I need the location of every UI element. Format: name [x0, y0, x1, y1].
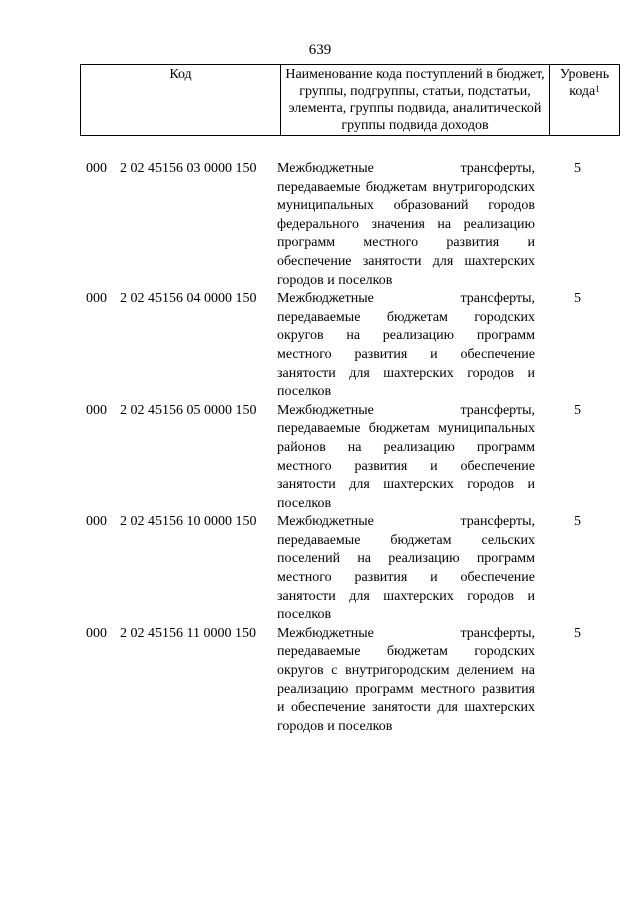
- row-name: Межбюджетные трансферты, передаваемые бюджетам муниципальных районов на реализацию программ местного развития и обеспечение занятости для шахтерских городов и поселков: [277, 402, 535, 511]
- table-row: [80, 160, 610, 290]
- row-admin-code: 000: [86, 402, 107, 418]
- row-admin-code: 000: [86, 291, 107, 307]
- row-name: Межбюджетные трансферты, передаваемые бюджетам городских округов на реализацию программ местного развития и обеспечение занятости для шахтерских городов и поселков: [277, 291, 535, 400]
- table-row: [80, 513, 610, 625]
- table-row: [80, 402, 610, 514]
- row-level: 5: [574, 625, 581, 641]
- header-level: [550, 65, 620, 136]
- row-name: Межбюджетные трансферты, передаваемые бюджетам сельских поселений на реализацию программ местного развития и обеспечение занятости для шахтерских городов и поселков: [277, 514, 535, 623]
- row-income-code: 2 02 45156 04 0000 150: [120, 291, 257, 307]
- row-income-code: 2 02 45156 10 0000 150: [120, 514, 257, 530]
- row-admin-code: 000: [86, 161, 107, 176]
- row-level: 5: [574, 291, 581, 307]
- table-row: [80, 625, 610, 737]
- row-name: Межбюджетные трансферты, передаваемые бюджетам внутригородских муниципальных образований городов федерального значения на реализацию программ местного развития и обеспечение занятости для шахтерских городов и поселков: [277, 161, 535, 288]
- table-header: [80, 64, 620, 136]
- header-code: Код: [81, 65, 281, 136]
- row-level: 5: [574, 402, 581, 418]
- row-admin-code: 000: [86, 625, 107, 641]
- row-level: 5: [574, 161, 581, 176]
- row-name: Межбюджетные трансферты, передаваемые бюджетам городских округов с внутригородским делением на реализацию программ местного развития и обеспечение занятости для шахтерских городов и поселков: [277, 625, 535, 734]
- row-admin-code: 000: [86, 514, 107, 530]
- row-level: 5: [574, 514, 581, 530]
- header-level-footnote: 1: [595, 84, 600, 94]
- row-income-code: 2 02 45156 05 0000 150: [120, 402, 257, 418]
- row-income-code: 2 02 45156 03 0000 150: [120, 161, 257, 176]
- page-number: 639: [308, 42, 332, 58]
- row-income-code: 2 02 45156 11 0000 150: [120, 625, 256, 641]
- table-row: [80, 290, 610, 402]
- header-level-label: Уровень кода: [559, 67, 610, 99]
- header-row: [81, 65, 620, 136]
- table-body: [80, 160, 610, 736]
- header-name: Наименование кода поступлений в бюджет, группы, подгруппы, статьи, подстатьи, элемента, группы подвида, аналитической группы подвида доходов: [281, 65, 550, 136]
